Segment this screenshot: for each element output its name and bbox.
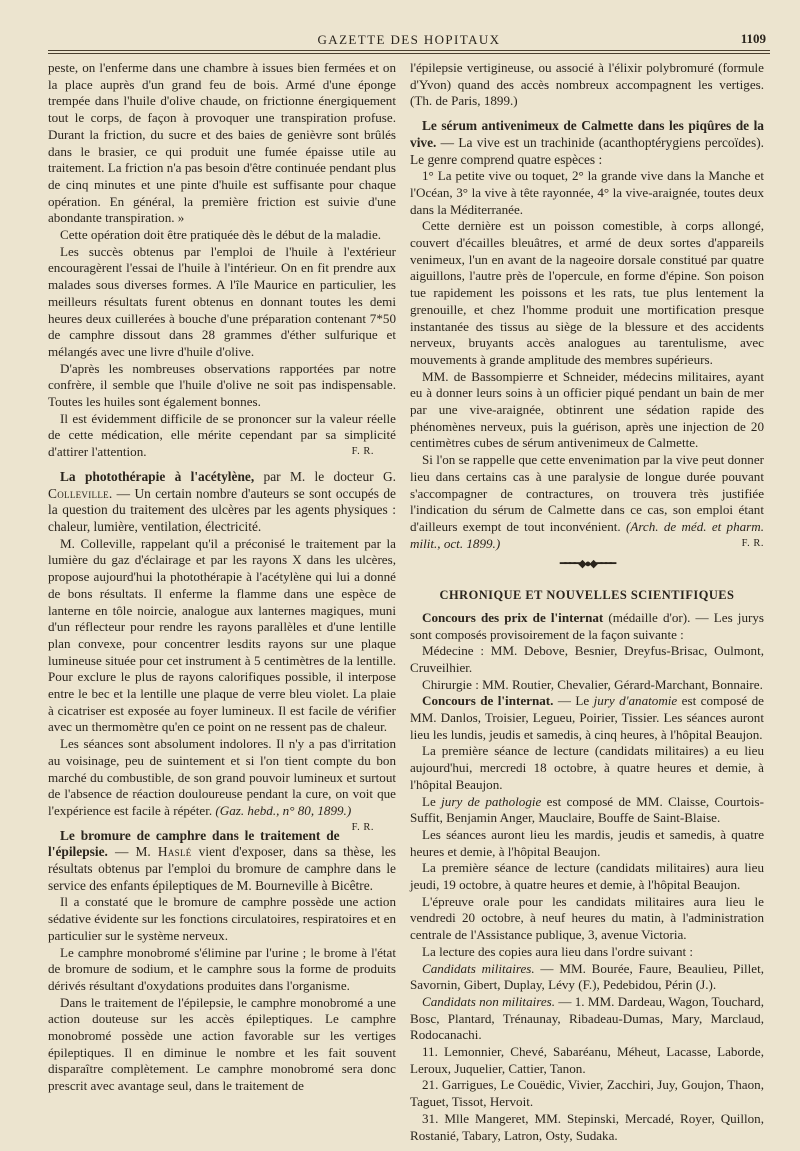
paragraph: Les succès obtenus par l'emploi de l'huile à l'extérieur encouragèrent l'essai de l'huile à l'intérieur. On en fit prendre aux malades sous diverses formes. A l'île Maurice en particulier, les meilleurs résultats furent obtenus en donnant toutes les demi heures deux cuillerées à bouche d'une préparation contenant 7*50 de camphre dissout dans 28 grammes d'éther sulfurique et mélangés avec une livre d'huile d'olive. bbox=[48, 243, 396, 359]
paragraph: Cette dernière est un poisson comestible, à corps allongé, couvert d'écailles bleuâtres, et armé de deux sortes d'appareils venimeux, l'un en avant de la nageoire dorsale constitué par quatre aiguillons, l'autre près de l'opercule, en forme d'épine. Son poison tue rapidement les poissons et les rats, tue plus lentement la grenouille, et chez l'homme produit une mortification presque instantanée des tissus au siège de la blessure et des accidents nerveux, bruyants accès analogues au tarentulisme, avec mouvements à grande amplitude des membres supérieurs. bbox=[410, 218, 764, 367]
paragraph: 31. Mlle Mangeret, MM. Stepinski, Mercadé, Royer, Quillon, Rostanié, Tabary, Latron, Osty, Sudaka. bbox=[410, 1110, 764, 1143]
citation: (Gaz. hebd., n° 80, 1899.) bbox=[215, 802, 352, 818]
paragraph: La première séance de lecture (candidats militaires) a eu lieu aujourd'hui, mercredi 18 octobre, à quatre heures et demie, à l'hôpital Beaujon. bbox=[410, 743, 764, 792]
paragraph: Candidats militaires. — MM. Bourée, Faure, Beaulieu, Pillet, Savornin, Gibert, Duplay, Lévy (F.), Pedebidou, Périn (J.). bbox=[410, 960, 764, 993]
paragraph: La lecture des copies aura lieu dans l'ordre suivant : bbox=[422, 943, 694, 959]
paragraph: Il a constaté que le bromure de camphre possède une action sédative évidente sur les fonctions circulatoires, respiratoires et en particulier sur le système nerveux. bbox=[48, 894, 396, 943]
article-heading-bromure: Le bromure de camphre dans le traitement de l'épilepsie. — M. Haslé vient d'exposer, dans sa thèse, les résultats obtenus par l'emploi du bromure de camphre dans le service des enfants épileptiques de M. Bourneville à Bicêtre. bbox=[48, 827, 396, 893]
paragraph: 11. Lemonnier, Chevé, Sabaréanu, Méheut, Lacasse, Laborde, Leroux, Juquelier, Cattier, Tanon. bbox=[410, 1044, 764, 1076]
paragraph: MM. de Bassompierre et Schneider, médecins militaires, ayant eu à donner leurs soins à un officier piqué pendant un bain de mer par une vive-araignée, obtinrent une sédation rapide des phénomènes nerveux, puis la guérison, après une injection de 20 centimètres cubes de sérum antivenimeux de Calmette. bbox=[410, 368, 764, 451]
paragraph: Si l'on se rappelle que cette envenimation par la vive peut donner lieu dans certains cas à une paralysie de longue durée pouvant s'accompagner de contractures, on trouvera très justifiée l'indication du sérum de Calmette dans ce cas, son emploi étant d'ailleurs exempt de tout inconvénient. (Arch. de méd. et pharm. milit., oct. 1899.) F. R. bbox=[410, 452, 764, 551]
section-title: CHRONIQUE ET NOUVELLES SCIENTIFIQUES bbox=[439, 588, 735, 603]
author-signature: F. R. bbox=[351, 446, 374, 458]
paragraph: Chirurgie : MM. Routier, Chevalier, Gérard-Marchant, Bonnaire. bbox=[422, 676, 763, 692]
citation: (Arch. de méd. et pharm. milit., oct. 1899.) bbox=[410, 518, 764, 551]
paragraph: D'après les nombreuses observations rapportées par notre confrère, il semble que l'huile d'olive ne soit pas indispensable. Toutes les huiles sont également bonnes. bbox=[48, 360, 396, 410]
paragraph: Candidats non militaires. — 1. MM. Dardeau, Wagon, Touchard, Bosc, Plantard, Trénaunay, Ribadeau-Dumas, Mary, Marclaud, Rodocanachi. bbox=[410, 993, 765, 1043]
author-signature: F. R. bbox=[741, 537, 764, 549]
paragraph: La première séance de lecture (candidats militaires) aura lieu jeudi, 19 octobre, à quatre heures et demie, à l'hôpital Beaujon. bbox=[410, 860, 764, 893]
paragraph: Concours de l'internat. — Le jury d'anatomie est composé de MM. Danlos, Troisier, Legueu, Poirier, Tissier. Les séances auront lieu les lundis, jeudis et samedis, à cinq heures, à l'hôpital Beaujon. bbox=[410, 693, 764, 742]
paragraph: Dans le traitement de l'épilepsie, le camphre monobromé a une action douteuse sur les accès épileptiques. Le camphre monobromé possède une action favorable sur les vertiges épileptiques. Il en diminue le nombre et les fait souvent disparaître complètement. Le camphre monobromé sera donc prescrit avec avantage seul, dans le traitement de bbox=[48, 994, 396, 1094]
page-header bbox=[48, 28, 770, 52]
paragraph: Le jury de pathologie est composé de MM. Claisse, Courtois-Suffit, Benjamin Anger, Mauclaire, Bouffe de Saint-Blaise. bbox=[410, 793, 764, 826]
page-number: 1109 bbox=[740, 31, 766, 46]
header-rule-top bbox=[48, 50, 770, 51]
paragraph: Concours des prix de l'internat (médaille d'or). — Les jurys sont composés provisoirement de la façon suivante : bbox=[410, 609, 764, 642]
paragraph: 21. Garrigues, Le Couëdic, Vivier, Zacchiri, Juy, Goujon, Thaon, Taguet, Tissot, Hervoit. bbox=[410, 1077, 764, 1110]
paragraph: Cette opération doit être pratiquée dès le début de la maladie. bbox=[60, 227, 382, 243]
author-signature: F. R. bbox=[351, 821, 374, 833]
header-rule-bottom bbox=[48, 53, 770, 54]
right-column bbox=[410, 60, 764, 1144]
article-heading-phototherapie: La photothérapie à l'acétylène, par M. le docteur G. Colleville. — Un certain nombre d'auteurs se sont occupés de la question du traitement des ulcères par les agents physiques : chaleur, lumière, ventilation, électricité. bbox=[48, 468, 396, 534]
paragraph: 1° La petite vive ou toquet, 2° la grande vive dans la Manche et l'Océan, 3° la vive à tête rayonnée, 4° la vive-araignée, toutes deux dans la Méditerranée. bbox=[410, 168, 764, 217]
section-divider-ornament: ━━━━◆●◆━━━━ bbox=[559, 558, 615, 571]
paragraph: Les séances auront lieu les mardis, jeudis et samedis, à quatre heures et demie, à l'hôpital Beaujon. bbox=[410, 826, 764, 859]
paragraph: Le camphre monobromé s'élimine par l'urine ; le brome à l'état de bromure de sodium, et le camphre sous la forme de produits dérivés résultant d'oxydations produites dans l'organisme. bbox=[48, 944, 396, 993]
paragraph: l'épilepsie vertigineuse, ou associé à l'élixir polybromuré (formule d'Yvon) quand des accès nombreux accompagnent les vertiges. (Th. de Paris, 1899.) bbox=[410, 60, 764, 109]
left-column bbox=[48, 60, 396, 1095]
article-heading-serum: Le sérum antivenimeux de Calmette dans les piqûres de la vive. — La vive est un trachinide (acanthoptérygiens percoïdes). Le genre comprend quatre espèces : bbox=[410, 118, 764, 167]
paragraph: L'épreuve orale pour les candidats militaires aura lieu le vendredi 20 octobre, à neuf heures du matin, à l'administration centrale de l'Assistance publique, 3, avenue Victoria. bbox=[410, 893, 764, 943]
paragraph: Les séances sont absolument indolores. Il n'y a pas d'irritation au voisinage, peu de suintement et si l'on tient compte du bon marché du combustible, de son grand pouvoir lumineux et surtout de l'absence de réaction douloureuse pendant la cure, on voit que l'expérience est facile à répéter. (Gaz. hebd., n° 80, 1899.) F. R. bbox=[48, 736, 396, 820]
paragraph: Il est évidemment difficile de se prononcer sur la valeur réelle de cette médication, elle mérite cependant par sa simplicité d'attirer l'attention. F. R. bbox=[48, 410, 396, 460]
paragraph: Médecine : MM. Debove, Besnier, Dreyfus-Brisac, Oulmont, Cruveilhier. bbox=[410, 643, 764, 675]
paragraph: peste, on l'enferme dans une chambre à issues bien fermées et on la place auprès d'un grand feu de bois. Armé d'une éponge trempée dans l'huile d'olive chaude, on frictionne énergiquement tout le corps, de façon à provoquer une transpiration profuse. Durant la friction, du sucre et des baies de genièvre sont brûlés dans le brasier, ce qui produit une fumée épaisse utile au traitement. La friction n'a pas besoin d'être continuée pendant plus de cinq minutes et une pinte d'huile est suffisante pour chaque opération. En général, la première friction est suivie d'une abondante transpiration. » bbox=[48, 60, 396, 226]
journal-title: GAZETTE DES HOPITAUX bbox=[317, 32, 501, 47]
paragraph: M. Colleville, rappelant qu'il a préconisé le traitement par la lumière du gaz d'éclairage et par les rayons X dans les ulcères, propose aujourd'hui la photothérapie à l'acétylène qui lui a donné de bons résultats. Il enferme la flamme dans une espèce de lanterne en tôle noircie, analogue aux lanternes magiques, muni d'un réflecteur pour rendre les rayons parallèles et d'une lentille plan convexe, pour concentrer lesdits rayons sur une plaque lumineuse située pour cet instrument à 5 centimètres de la lentille. Pour exclure le plus de rayons calorifiques possible, il interpose entre le bec et la lentille une plaque de verre bleu violet. La plaie à cicatriser est exposée au foyer lumineux. Il est facile de vérifier avec un thermomètre qu'en ce point on ne ressent pas de chaleur. bbox=[48, 535, 396, 735]
